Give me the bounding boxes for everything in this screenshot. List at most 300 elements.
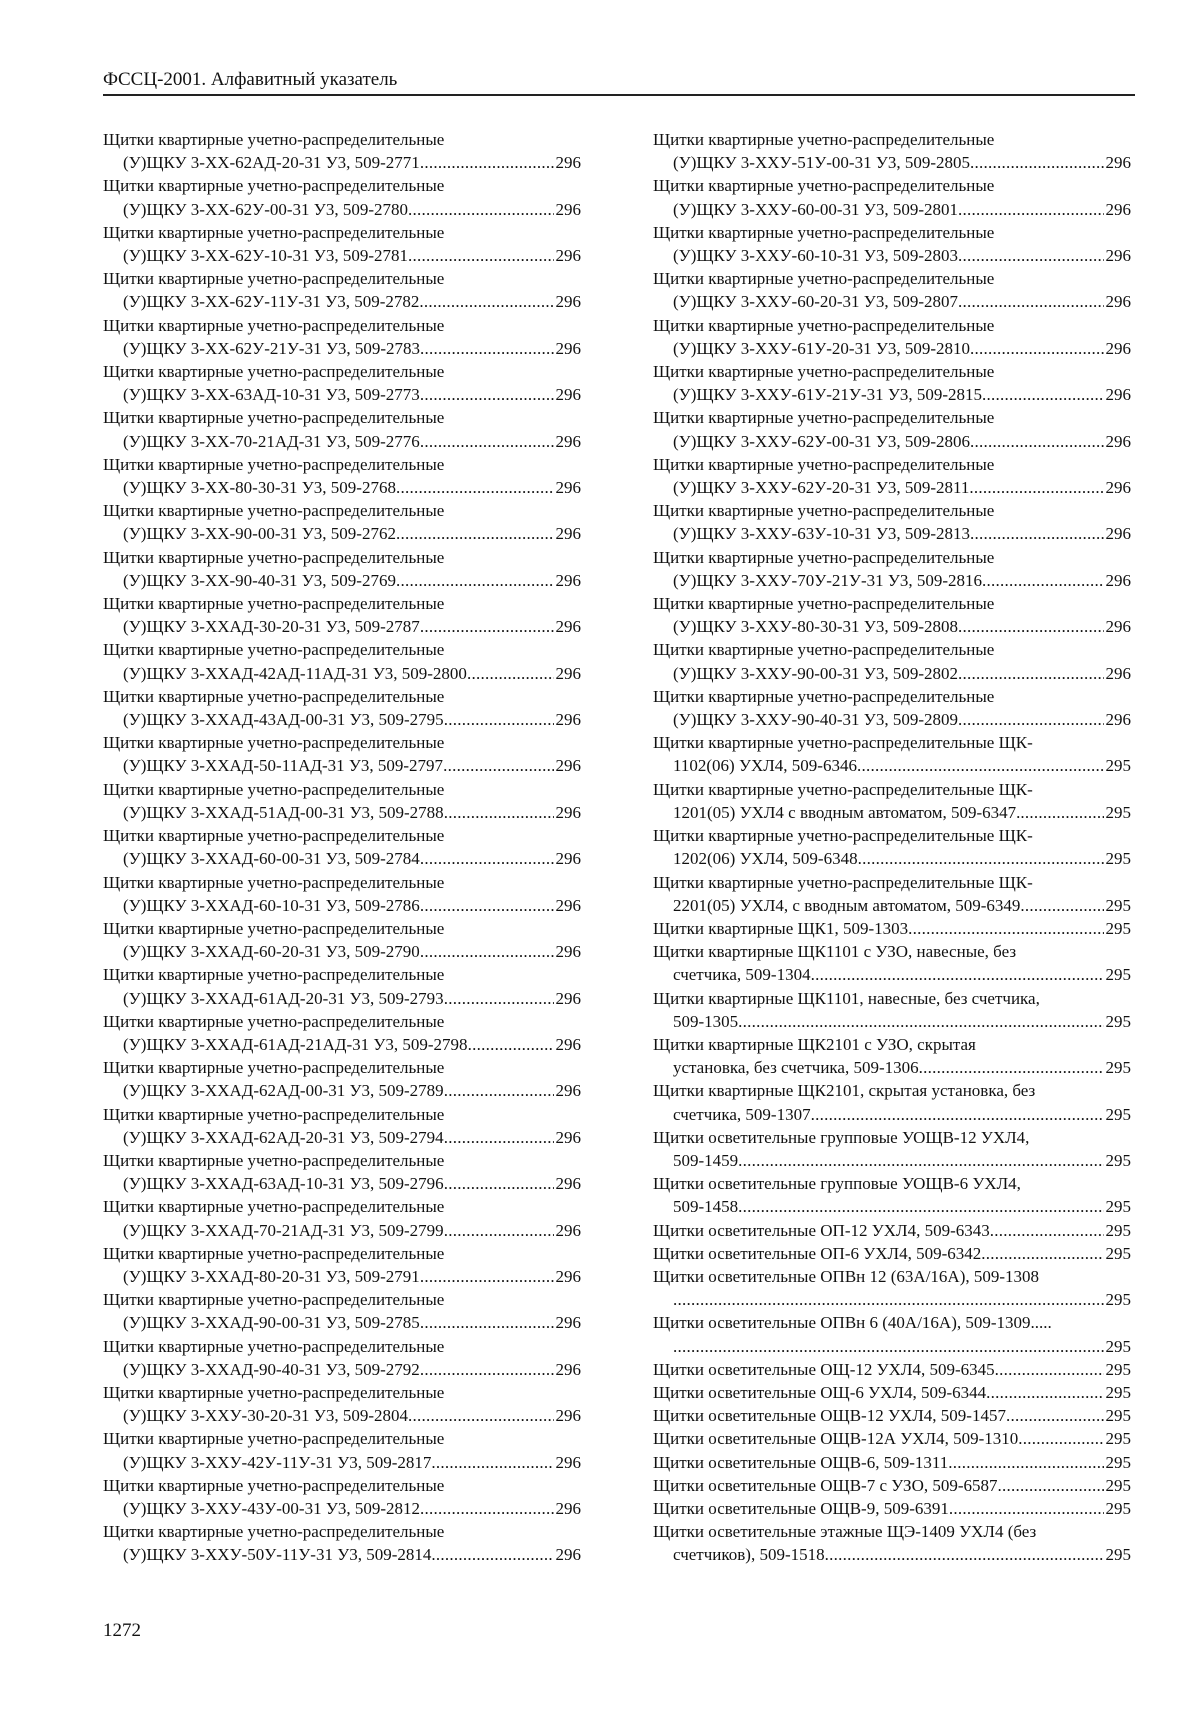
entry-text: (У)ЩКУ 3-XXАД-62АД-00-31 У3, 509-2789 xyxy=(123,1081,444,1101)
entry-text: (У)ЩКУ 3-XXУ-50У-11У-31 У3, 509-2814 xyxy=(123,1545,432,1565)
dot-leader xyxy=(1006,1404,1104,1427)
entry-line xyxy=(653,1474,1131,1497)
entry-title: Щитки квартирные учетно-распределительные xyxy=(103,872,445,892)
index-entry xyxy=(653,1219,1131,1242)
entry-text: Щитки квартирные ЩК1, 509-1303 xyxy=(653,918,909,938)
entry-title: Щитки квартирные учетно-распределительные xyxy=(103,1243,445,1263)
entry-text: (У)ЩКУ 3-XXУ-30-20-31 У3, 509-2804 xyxy=(123,1406,408,1426)
index-entry xyxy=(103,1288,581,1334)
entry-title: Щитки квартирные учетно-распределительные xyxy=(103,501,445,521)
entry-page: 295 xyxy=(1105,1243,1131,1263)
index-entry xyxy=(653,1404,1131,1427)
entry-text: (У)ЩКУ 3-XXУ-90-00-31 У3, 509-2802 xyxy=(673,663,958,683)
dot-leader xyxy=(420,940,554,963)
entry-text: (У)ЩКУ 3-XX-90-40-31 У3, 509-2769 xyxy=(123,570,396,590)
entry-page: 296 xyxy=(555,570,581,590)
entry-text: 2201(05) УХЛ4, с вводным автоматом, 509-6349 xyxy=(673,895,1021,915)
dot-leader xyxy=(420,383,554,406)
entry-page: 296 xyxy=(1105,153,1131,173)
entry-text: (У)ЩКУ 3-XXАД-61АД-20-31 У3, 509-2793 xyxy=(123,988,444,1008)
index-entry xyxy=(653,546,1131,592)
entry-title: Щитки осветительные групповые УОЩВ-6 УХЛ4, xyxy=(653,1174,1021,1194)
entry-page: 295 xyxy=(1105,1336,1131,1356)
entry-page: 295 xyxy=(1105,1406,1131,1426)
dot-leader xyxy=(919,1056,1104,1079)
entry-line xyxy=(653,430,1131,453)
dot-leader xyxy=(982,383,1103,406)
index-entry xyxy=(103,1195,581,1241)
entry-title: Щитки квартирные учетно-распределительные xyxy=(103,733,445,753)
entry-text: (У)ЩКУ 3-XXАД-63АД-10-31 У3, 509-2796 xyxy=(123,1174,444,1194)
entry-text: (У)ЩКУ 3-XX-90-00-31 У3, 509-2762 xyxy=(123,524,396,544)
index-entry xyxy=(653,1474,1131,1497)
dot-leader xyxy=(444,708,554,731)
dot-leader xyxy=(825,1543,1104,1566)
entry-text: (У)ЩКУ 3-XX-62У-00-31 У3, 509-2780 xyxy=(123,199,408,219)
entry-page: 296 xyxy=(1105,524,1131,544)
entry-text: (У)ЩКУ 3-XX-80-30-31 У3, 509-2768 xyxy=(123,478,396,498)
index-entry xyxy=(653,1311,1131,1357)
entry-line xyxy=(653,662,1131,685)
entry-title: Щитки осветительные групповые УОЩВ-12 УХЛ4, xyxy=(653,1127,1030,1147)
dot-leader xyxy=(431,1451,553,1474)
dot-leader xyxy=(995,1358,1104,1381)
dot-leader xyxy=(857,754,1104,777)
dot-leader xyxy=(958,198,1104,221)
index-entry xyxy=(653,638,1131,684)
entry-text: (У)ЩКУ 3-XX-62У-21У-31 У3, 509-2783 xyxy=(123,338,421,358)
entry-line xyxy=(103,894,581,917)
entry-title: Щитки квартирные учетно-распределительные xyxy=(103,130,445,149)
entry-text: 509-1305 xyxy=(673,1011,739,1031)
dot-leader xyxy=(1020,894,1103,917)
entry-line xyxy=(103,615,581,638)
index-entry xyxy=(653,314,1131,360)
entry-title: Щитки квартирные учетно-распределительные xyxy=(103,918,445,938)
entry-line xyxy=(103,244,581,267)
index-entry xyxy=(653,917,1131,940)
entry-line xyxy=(103,1311,581,1334)
dot-leader xyxy=(958,708,1104,731)
index-entry xyxy=(653,592,1131,638)
entry-line xyxy=(653,1404,1131,1427)
dot-leader xyxy=(431,1543,553,1566)
entry-title: Щитки квартирные ЩК2101, скрытая установка, без xyxy=(653,1081,1036,1101)
dot-leader xyxy=(420,1265,554,1288)
index-entry xyxy=(653,1079,1131,1125)
entry-text: (У)ЩКУ 3-XXУ-62У-00-31 У3, 509-2806 xyxy=(673,431,971,451)
dot-leader xyxy=(444,801,554,824)
dot-leader xyxy=(948,1451,1103,1474)
entry-line xyxy=(653,1335,1131,1358)
entry-line xyxy=(653,1056,1131,1079)
dot-leader xyxy=(396,569,554,592)
index-entry xyxy=(653,731,1131,777)
entry-page: 296 xyxy=(555,199,581,219)
entry-text: (У)ЩКУ 3-XXАД-61АД-21АД-31 У3, 509-2798 xyxy=(123,1034,468,1054)
entry-page: 296 xyxy=(555,385,581,405)
index-entry xyxy=(103,499,581,545)
entry-page: 296 xyxy=(555,431,581,451)
entry-text: (У)ЩКУ 3-XXАД-60-20-31 У3, 509-2790 xyxy=(123,942,420,962)
entry-title: Щитки квартирные учетно-распределительные xyxy=(653,130,995,149)
entry-line xyxy=(653,151,1131,174)
entry-text: (У)ЩКУ 3-XXУ-42У-11У-31 У3, 509-2817 xyxy=(123,1452,432,1472)
entry-line xyxy=(103,430,581,453)
entry-page: 296 xyxy=(1105,710,1131,730)
entry-page: 296 xyxy=(1105,246,1131,266)
entry-title: Щитки квартирные учетно-распределительные xyxy=(103,408,445,428)
entry-page: 295 xyxy=(1105,895,1131,915)
index-entry xyxy=(653,824,1131,870)
index-entry xyxy=(103,592,581,638)
entry-page: 296 xyxy=(1105,338,1131,358)
dot-leader xyxy=(467,662,554,685)
dot-leader xyxy=(738,1195,1103,1218)
index-entry xyxy=(103,360,581,406)
entry-title: Щитки квартирные учетно-распределительные ЩК- xyxy=(653,872,1033,892)
entry-line xyxy=(653,1242,1131,1265)
entry-text: счетчика, 509-1307 xyxy=(673,1104,811,1124)
dot-leader xyxy=(468,1033,554,1056)
dot-leader xyxy=(958,662,1104,685)
dot-leader xyxy=(969,476,1103,499)
entry-text: (У)ЩКУ 3-XXУ-63У-10-31 У3, 509-2813 xyxy=(673,524,971,544)
entry-title: Щитки квартирные учетно-распределительные xyxy=(653,547,995,567)
entry-page: 296 xyxy=(555,617,581,637)
dot-leader xyxy=(1018,1427,1103,1450)
dot-leader xyxy=(396,522,554,545)
entry-title: Щитки квартирные учетно-распределительные xyxy=(653,501,995,521)
entry-text: (У)ЩКУ 3-XXАД-60-10-31 У3, 509-2786 xyxy=(123,895,420,915)
entry-title: Щитки осветительные этажные ЩЭ-1409 УХЛ4 (без xyxy=(653,1522,1037,1542)
entry-title: Щитки квартирные учетно-распределительные xyxy=(103,1475,445,1495)
entry-line xyxy=(653,1497,1131,1520)
entry-page: 295 xyxy=(1105,1290,1131,1310)
entry-page: 296 xyxy=(555,1266,581,1286)
entry-line xyxy=(653,1219,1131,1242)
entry-page: 296 xyxy=(555,895,581,915)
index-entry xyxy=(653,1451,1131,1474)
dot-leader xyxy=(419,290,553,313)
page-number: 1272 xyxy=(103,1620,141,1641)
entry-title: Щитки осветительные ОПВн 12 (63А/16А), 509-1308 xyxy=(653,1266,1040,1286)
entry-line xyxy=(103,662,581,685)
dot-leader xyxy=(970,151,1103,174)
entry-line xyxy=(653,522,1131,545)
dot-leader xyxy=(970,337,1103,360)
index-entry xyxy=(653,499,1131,545)
entry-line xyxy=(103,1126,581,1149)
entry-page: 296 xyxy=(1105,385,1131,405)
entry-text: (У)ЩКУ 3-XXАД-90-00-31 У3, 509-2785 xyxy=(123,1313,420,1333)
entry-page: 296 xyxy=(555,153,581,173)
entry-line xyxy=(103,522,581,545)
index-entry xyxy=(103,871,581,917)
dot-leader xyxy=(949,1497,1104,1520)
entry-page: 295 xyxy=(1105,1058,1131,1078)
entry-line xyxy=(103,1219,581,1242)
entry-line xyxy=(653,383,1131,406)
entry-page: 296 xyxy=(1105,663,1131,683)
entry-page: 296 xyxy=(555,524,581,544)
entry-page: 295 xyxy=(1105,1498,1131,1518)
index-entry xyxy=(653,685,1131,731)
entry-line xyxy=(103,940,581,963)
dot-leader xyxy=(444,987,554,1010)
entry-title: Щитки квартирные учетно-распределительные xyxy=(103,1104,445,1124)
index-entry xyxy=(103,1520,581,1566)
entry-line xyxy=(103,1265,581,1288)
entry-line xyxy=(103,1358,581,1381)
entry-text: (У)ЩКУ 3-XXАД-60-00-31 У3, 509-2784 xyxy=(123,849,420,869)
dot-leader xyxy=(673,1288,1104,1311)
index-entry xyxy=(103,731,581,777)
dot-leader xyxy=(420,430,554,453)
index-entry xyxy=(103,128,581,174)
entry-text: (У)ЩКУ 3-XX-62АД-20-31 У3, 509-2771 xyxy=(123,153,420,173)
entry-title: Щитки квартирные учетно-распределительные xyxy=(103,1429,445,1449)
entry-line xyxy=(103,847,581,870)
entry-page: 295 xyxy=(1105,1475,1131,1495)
dot-leader xyxy=(986,1381,1103,1404)
entry-title: Щитки квартирные учетно-распределительные xyxy=(653,269,995,289)
dot-leader xyxy=(408,198,554,221)
entry-line xyxy=(653,894,1131,917)
entry-page: 296 xyxy=(555,1174,581,1194)
entry-line xyxy=(653,1381,1131,1404)
entry-title: Щитки квартирные учетно-распределительные xyxy=(103,222,445,242)
index-entry xyxy=(653,174,1131,220)
entry-page: 296 xyxy=(555,1406,581,1426)
entry-line xyxy=(103,569,581,592)
entry-text: 1102(06) УХЛ4, 509-6346 xyxy=(673,756,857,776)
dot-leader xyxy=(738,1010,1103,1033)
index-entry xyxy=(653,1242,1131,1265)
entry-title: Щитки квартирные учетно-распределительные ЩК- xyxy=(653,826,1033,846)
entry-title: Щитки квартирные учетно-распределительные xyxy=(653,686,995,706)
entry-line xyxy=(653,1427,1131,1450)
index-entry xyxy=(653,360,1131,406)
dot-leader xyxy=(420,615,554,638)
index-entry xyxy=(653,267,1131,313)
entry-page: 296 xyxy=(555,1034,581,1054)
index-entry xyxy=(653,221,1131,267)
entry-line xyxy=(103,198,581,221)
entry-title: Щитки квартирные учетно-распределительные xyxy=(103,686,445,706)
entry-line xyxy=(103,1404,581,1427)
entry-text: 1201(05) УХЛ4 с вводным автоматом, 509-6347. xyxy=(673,802,1021,822)
index-entry xyxy=(653,940,1131,986)
entry-line xyxy=(103,476,581,499)
entry-line xyxy=(653,1010,1131,1033)
dot-leader xyxy=(396,476,554,499)
entry-page: 296 xyxy=(555,1359,581,1379)
entry-title: Щитки квартирные учетно-распределительные xyxy=(103,779,445,799)
entry-text: счетчика, 509-1304 xyxy=(673,965,811,985)
index-entry xyxy=(653,1033,1131,1079)
entry-title: Щитки квартирные учетно-распределительные xyxy=(103,594,445,614)
entry-page: 296 xyxy=(555,942,581,962)
index-entry xyxy=(653,987,1131,1033)
entry-text: (У)ЩКУ 3-XXУ-60-00-31 У3, 509-2801 xyxy=(673,199,958,219)
entry-page: 295 xyxy=(1105,1359,1131,1379)
entry-page: 296 xyxy=(1105,292,1131,312)
entry-line xyxy=(653,847,1131,870)
entry-page: 296 xyxy=(555,1081,581,1101)
entry-page: 296 xyxy=(555,756,581,776)
entry-text: (У)ЩКУ 3-XXАД-90-40-31 У3, 509-2792 xyxy=(123,1359,420,1379)
entry-title: Щитки квартирные учетно-распределительные xyxy=(103,269,445,289)
entry-page: 296 xyxy=(555,1498,581,1518)
entry-page: 295 xyxy=(1105,1545,1131,1565)
entry-page: 296 xyxy=(555,338,581,358)
running-header: ФССЦ-2001. Алфавитный указатель xyxy=(103,68,1135,96)
entry-line xyxy=(103,1543,581,1566)
index-entry xyxy=(103,174,581,220)
entry-page: 295 xyxy=(1105,1011,1131,1031)
entry-text: (У)ЩКУ 3-XXУ-62У-20-31 У3, 509-2811 xyxy=(673,478,970,498)
entry-page: 295 xyxy=(1105,1150,1131,1170)
right-column xyxy=(653,128,1131,1567)
dot-leader xyxy=(970,430,1103,453)
entry-line xyxy=(103,987,581,1010)
entry-title: Щитки квартирные учетно-распределительные ЩК- xyxy=(653,779,1033,799)
entry-page: 296 xyxy=(555,1452,581,1472)
dot-leader xyxy=(908,917,1103,940)
entry-text: (У)ЩКУ 3-XXАД-43АД-00-31 У3, 509-2795 xyxy=(123,710,444,730)
entry-title: Щитки квартирные учетно-распределительные xyxy=(103,1382,445,1402)
entry-text: установка, без счетчика, 509-1306 xyxy=(673,1058,919,1078)
entry-text: (У)ЩКУ 3-XXУ-80-30-31 У3, 509-2808 xyxy=(673,617,958,637)
dot-leader xyxy=(958,244,1104,267)
entry-line xyxy=(653,337,1131,360)
entry-title: Щитки квартирные учетно-распределительные xyxy=(103,965,445,985)
entry-title: Щитки квартирные учетно-распределительные xyxy=(103,1197,445,1217)
left-column xyxy=(103,128,581,1567)
entry-text: (У)ЩКУ 3-XX-70-21АД-31 У3, 509-2776 xyxy=(123,431,420,451)
entry-page: 296 xyxy=(1105,431,1131,451)
dot-leader xyxy=(811,963,1104,986)
index-entry xyxy=(653,871,1131,917)
entry-title: Щитки квартирные учетно-распределительные xyxy=(103,315,445,335)
entry-text: (У)ЩКУ 3-XXАД-51АД-00-31 У3, 509-2788 xyxy=(123,802,444,822)
entry-title: Щитки осветительные ОПВн 6 (40А/16А), 509-1309..... xyxy=(653,1313,1052,1333)
index-entry xyxy=(103,963,581,1009)
index-entry xyxy=(103,221,581,267)
entry-page: 296 xyxy=(1105,478,1131,498)
entry-title: Щитки квартирные учетно-распределительные xyxy=(653,222,995,242)
dot-leader xyxy=(420,151,554,174)
entry-title: Щитки квартирные учетно-распределительные xyxy=(653,408,995,428)
entry-line xyxy=(653,1543,1131,1566)
entry-line xyxy=(653,290,1131,313)
index-entry xyxy=(103,638,581,684)
index-entry xyxy=(653,1427,1131,1450)
entry-text: Щитки осветительные ОЩ-12 УХЛ4, 509-6345 xyxy=(653,1359,995,1379)
dot-leader xyxy=(1020,801,1103,824)
entry-text: 509-1458 xyxy=(673,1197,739,1217)
entry-line xyxy=(653,1149,1131,1172)
index-entry xyxy=(653,1265,1131,1311)
entry-title: Щитки квартирные учетно-распределительные xyxy=(103,1011,445,1031)
entry-title: Щитки квартирные учетно-распределительные xyxy=(103,1150,445,1170)
entry-page: 295 xyxy=(1105,1429,1131,1449)
index-entry xyxy=(103,1381,581,1427)
dot-leader xyxy=(990,1219,1104,1242)
index-entry xyxy=(653,1126,1131,1172)
entry-text: (У)ЩКУ 3-XX-63АД-10-31 У3, 509-2773 xyxy=(123,385,420,405)
entry-page: 296 xyxy=(555,802,581,822)
index-entry xyxy=(103,1427,581,1473)
entry-page: 296 xyxy=(555,1127,581,1147)
dot-leader xyxy=(858,847,1104,870)
dot-leader xyxy=(981,1242,1103,1265)
entry-line xyxy=(103,1497,581,1520)
dot-leader xyxy=(444,1172,554,1195)
entry-text: (У)ЩКУ 3-XXУ-90-40-31 У3, 509-2809 xyxy=(673,710,958,730)
entry-title: Щитки квартирные ЩК1101, навесные, без счетчика, xyxy=(653,988,1040,1008)
entry-line xyxy=(103,290,581,313)
entry-text: (У)ЩКУ 3-XXАД-42АД-11АД-31 У3, 509-2800 xyxy=(123,663,467,683)
entry-page: 295 xyxy=(1105,1220,1131,1240)
entry-page: 296 xyxy=(555,478,581,498)
entry-text: Щитки осветительные ОЩВ-7 с УЗО, 509-6587 xyxy=(653,1475,998,1495)
entry-title: Щитки квартирные учетно-распределительные xyxy=(103,547,445,567)
entry-line xyxy=(103,1172,581,1195)
entry-title: Щитки квартирные учетно-распределительные xyxy=(103,1336,445,1356)
index-entry xyxy=(103,1103,581,1149)
index-entry xyxy=(103,453,581,499)
entry-page: 295 xyxy=(1105,1197,1131,1217)
entry-text: (У)ЩКУ 3-XXУ-70У-21У-31 У3, 509-2816 xyxy=(673,570,983,590)
dot-leader xyxy=(443,754,553,777)
index-entry xyxy=(103,685,581,731)
dot-leader xyxy=(420,894,554,917)
dot-leader xyxy=(982,569,1103,592)
entry-text: (У)ЩКУ 3-XXУ-51У-00-31 У3, 509-2805 xyxy=(673,153,971,173)
entry-line xyxy=(103,151,581,174)
index-entry xyxy=(103,1335,581,1381)
entry-title: Щитки квартирные учетно-распределительные xyxy=(653,362,995,382)
entry-title: Щитки квартирные учетно-распределительные xyxy=(103,826,445,846)
entry-text: (У)ЩКУ 3-XXУ-60-20-31 У3, 509-2807 xyxy=(673,292,958,312)
entry-line xyxy=(653,569,1131,592)
entry-title: Щитки квартирные учетно-распределительные xyxy=(653,315,995,335)
entry-title: Щитки квартирные учетно-распределительные xyxy=(103,640,445,660)
entry-page: 295 xyxy=(1105,1452,1131,1472)
dot-leader xyxy=(958,615,1104,638)
entry-text: (У)ЩКУ 3-XX-62У-11У-31 У3, 509-2782 xyxy=(123,292,420,312)
index-entry xyxy=(103,1242,581,1288)
entry-title: Щитки квартирные учетно-распределительные xyxy=(103,1522,445,1542)
entry-page: 296 xyxy=(555,988,581,1008)
dot-leader xyxy=(408,1404,554,1427)
entry-text: Щитки осветительные ОП-6 УХЛ4, 509-6342 xyxy=(653,1243,982,1263)
entry-line xyxy=(103,1451,581,1474)
entry-line xyxy=(653,1358,1131,1381)
entry-page: 296 xyxy=(555,1220,581,1240)
entry-line xyxy=(103,383,581,406)
entry-line xyxy=(653,1288,1131,1311)
entry-line xyxy=(653,244,1131,267)
entry-page: 296 xyxy=(1105,617,1131,637)
index-entry xyxy=(103,1149,581,1195)
entry-text: (У)ЩКУ 3-XXАД-70-21АД-31 У3, 509-2799 xyxy=(123,1220,444,1240)
entry-text: (У)ЩКУ 3-XXАД-62АД-20-31 У3, 509-2794 xyxy=(123,1127,444,1147)
entry-text: (У)ЩКУ 3-XXАД-30-20-31 У3, 509-2787 xyxy=(123,617,420,637)
entry-text: (У)ЩКУ 3-XXУ-43У-00-31 У3, 509-2812 xyxy=(123,1498,421,1518)
